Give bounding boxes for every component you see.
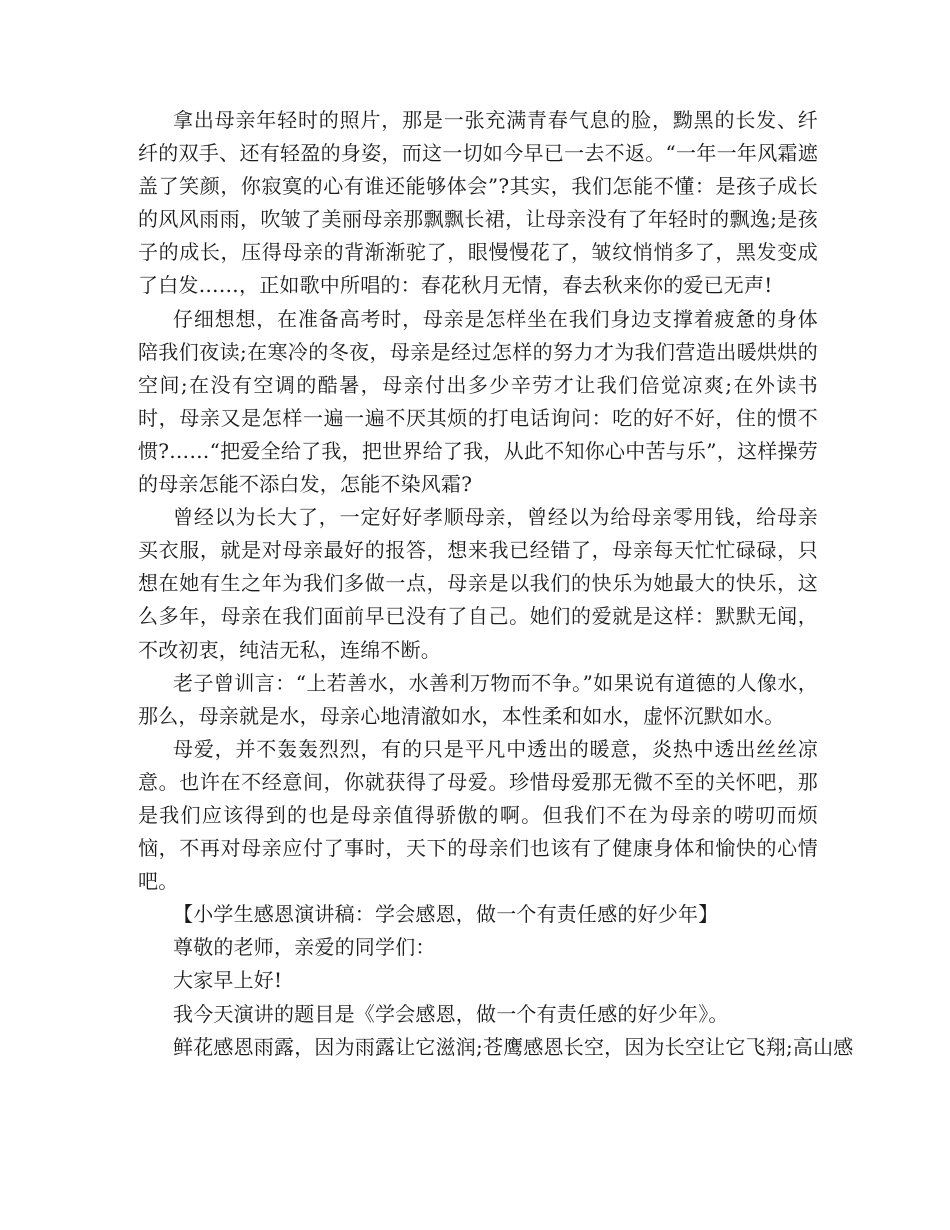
paragraph-laozi-quote: 老子曾训言：“上若善水，水善利万物而不争。”如果说有道德的人像水，那么，母亲就是水，母亲心地清澈如水，本性柔和如水，虚怀沉默如水。 [138, 670, 818, 728]
paragraph-mother-photo: 拿出母亲年轻时的照片，那是一张充满青春气息的脸，黝黑的长发、纤纤的双手、还有轻盈的身姿，而这一切如今早已一去不返。“一年一年风霜遮盖了笑颜，你寂寞的心有谁还能够体会”?其实，我们怎能不懂：是孩子成长的风风雨雨，吹皱了美丽母亲那飘飘长裙，让母亲没有了年轻时的飘逸;是孩子的成长，压得母亲的背渐渐驼了，眼慢慢花了，皱纹悄悄多了，黑发变成了白发……，正如歌中所唱的：春花秋月无情，春去秋来你的爱已无声! [138, 108, 818, 298]
paragraph-mother-love: 母爱，并不轰轰烈烈，有的只是平凡中透出的暖意，炎热中透出丝丝凉意。也许在不经意间，你就获得了母爱。珍惜母爱那无微不至的关怀吧，那是我们应该得到的也是母亲值得骄傲的啊。但我们不在为母亲的唠叨而烦恼，不再对母亲应付了事时，天下的母亲们也该有了健康身体和愉快的心情吧。 [138, 736, 818, 894]
paragraph-used-to-think: 曾经以为长大了，一定好好孝顺母亲，曾经以为给母亲零用钱，给母亲买衣服，就是对母亲最好的报答，想来我已经错了，母亲每天忙忙碌碌，只想在她有生之年为我们多做一点，母亲是以我们的快乐为她最大的快乐，这么多年，母亲在我们面前早已没有了自己。她们的爱就是这样：默默无闻，不改初衷，纯洁无私，连绵不断。 [138, 505, 818, 662]
speech-intro: 我今天演讲的题目是《学会感恩，做一个有责任感的好少年》。 [173, 1001, 729, 1026]
morning-greeting: 大家早上好! [173, 968, 283, 993]
paragraph-think-carefully: 仔细想想，在准备高考时，母亲是怎样坐在我们身边支撑着疲惫的身体陪我们夜读;在寒冷的冬夜，母亲是经过怎样的努力才为我们营造出暖烘烘的空间;在没有空调的酷暑，母亲付出多少辛劳才让我们倍觉凉爽;在外读书时，母亲又是怎样一遍一遍不厌其烦的打电话询问：吃的好不好，住的惯不惯?……“把爱全给了我，把世界给了我，从此不知你心中苦与乐”，这样操劳的母亲怎能不添白发，怎能不染风霜? [138, 306, 818, 497]
section-title: 【小学生感恩演讲稿：学会感恩，做一个有责任感的好少年】 [173, 902, 719, 927]
last-line: 鲜花感恩雨露，因为雨露让它滋润;苍鹰感恩长空，因为长空让它飞翔;高山感 [173, 1034, 854, 1059]
document-body [138, 104, 854, 1064]
greeting-line: 尊敬的老师，亲爱的同学们： [173, 935, 436, 960]
